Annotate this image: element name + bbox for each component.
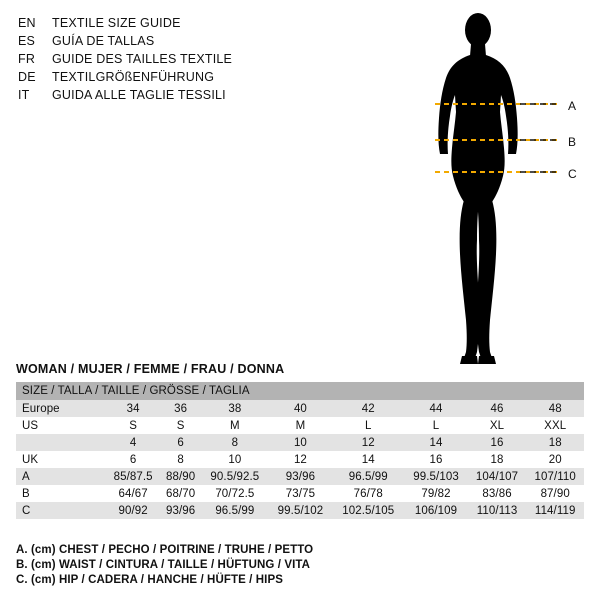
cell: 12 xyxy=(332,434,404,451)
cell: 99.5/102 xyxy=(269,502,332,519)
cell: 4 xyxy=(106,434,160,451)
cell: 8 xyxy=(201,434,269,451)
cell: 38 xyxy=(201,400,269,417)
row-label: C xyxy=(16,502,106,519)
cell: 96.5/99 xyxy=(332,468,404,485)
cell: 6 xyxy=(106,451,160,468)
row-label: B xyxy=(16,485,106,502)
row-label: A xyxy=(16,468,106,485)
cell: 114/119 xyxy=(526,502,584,519)
cell: 64/67 xyxy=(106,485,160,502)
row-label: Europe xyxy=(16,400,106,417)
cell: 40 xyxy=(269,400,332,417)
cell: 16 xyxy=(404,451,467,468)
cell: 79/82 xyxy=(404,485,467,502)
table-row xyxy=(16,400,584,417)
cell: 102.5/105 xyxy=(332,502,404,519)
table-row xyxy=(16,468,584,485)
cell: 12 xyxy=(269,451,332,468)
language-title: GUIDE DES TAILLES TEXTILE xyxy=(52,52,233,66)
cell: 90.5/92.5 xyxy=(201,468,269,485)
language-code: EN xyxy=(18,16,36,30)
table-row xyxy=(16,434,584,451)
language-code: ES xyxy=(18,34,36,48)
cell: 36 xyxy=(160,400,201,417)
language-code: IT xyxy=(18,88,30,102)
cell: 76/78 xyxy=(332,485,404,502)
cell: 70/72.5 xyxy=(201,485,269,502)
language-row xyxy=(18,14,318,32)
legend-row-a: A. (cm) CHEST / PECHO / POITRINE / TRUHE / PETTO xyxy=(16,544,314,556)
cell: 90/92 xyxy=(106,502,160,519)
cell: 104/107 xyxy=(468,468,527,485)
cell: 96.5/99 xyxy=(201,502,269,519)
cell: 20 xyxy=(526,451,584,468)
language-title: TEXTILE SIZE GUIDE xyxy=(52,16,181,30)
language-row xyxy=(18,86,318,104)
cell: 106/109 xyxy=(404,502,467,519)
cell: 18 xyxy=(468,451,527,468)
legend-row-c: C. (cm) HIP / CADERA / HANCHE / HÜFTE / HIPS xyxy=(16,574,284,586)
cell: 107/110 xyxy=(526,468,584,485)
guide-label-c: C xyxy=(568,167,577,181)
size-table xyxy=(16,382,584,519)
language-row xyxy=(18,68,318,86)
language-title: TEXTILGRÖßENFÜHRUNG xyxy=(52,70,215,84)
cell: 85/87.5 xyxy=(106,468,160,485)
cell: S xyxy=(106,417,160,434)
cell: L xyxy=(404,417,467,434)
language-list xyxy=(18,14,318,104)
table-row xyxy=(16,485,584,502)
language-code: DE xyxy=(18,70,36,84)
cell: 88/90 xyxy=(160,468,201,485)
language-row xyxy=(18,32,318,50)
cell: XXL xyxy=(526,417,584,434)
cell: XL xyxy=(468,417,527,434)
row-label: US xyxy=(16,417,106,434)
table-header-label: SIZE / TALLA / TAILLE / GRÖSSE / TAGLIA xyxy=(16,382,584,400)
measurement-legend xyxy=(16,543,586,588)
cell: 18 xyxy=(526,434,584,451)
body-figure xyxy=(400,8,595,373)
cell: 6 xyxy=(160,434,201,451)
cell: 93/96 xyxy=(269,468,332,485)
cell: 44 xyxy=(404,400,467,417)
cell: 48 xyxy=(526,400,584,417)
cell: 16 xyxy=(468,434,527,451)
language-row xyxy=(18,50,318,68)
guide-label-a: A xyxy=(568,99,577,113)
cell: 99.5/103 xyxy=(404,468,467,485)
cell: 34 xyxy=(106,400,160,417)
table-row xyxy=(16,417,584,434)
cell: S xyxy=(160,417,201,434)
section-title: WOMAN / MUJER / FEMME / FRAU / DONNA xyxy=(16,362,285,376)
table-header-row xyxy=(16,382,584,400)
row-label xyxy=(16,434,106,451)
cell: 73/75 xyxy=(269,485,332,502)
cell: 14 xyxy=(404,434,467,451)
cell: 10 xyxy=(201,451,269,468)
row-label: UK xyxy=(16,451,106,468)
language-title: GUIDA ALLE TAGLIE TESSILI xyxy=(52,88,226,102)
guide-label-b: B xyxy=(568,135,577,149)
female-silhouette-icon xyxy=(400,8,595,373)
cell: M xyxy=(269,417,332,434)
legend-row-b: B. (cm) WAIST / CINTURA / TAILLE / HÜFTUNG / VITA xyxy=(16,559,311,571)
cell: 42 xyxy=(332,400,404,417)
table-row xyxy=(16,451,584,468)
table-row xyxy=(16,502,584,519)
cell: 8 xyxy=(160,451,201,468)
cell: 14 xyxy=(332,451,404,468)
cell: 110/113 xyxy=(468,502,527,519)
language-code: FR xyxy=(18,52,36,66)
cell: L xyxy=(332,417,404,434)
cell: 93/96 xyxy=(160,502,201,519)
cell: 83/86 xyxy=(468,485,527,502)
cell: 68/70 xyxy=(160,485,201,502)
cell: 10 xyxy=(269,434,332,451)
cell: M xyxy=(201,417,269,434)
cell: 87/90 xyxy=(526,485,584,502)
language-title: GUÍA DE TALLAS xyxy=(52,34,155,48)
cell: 46 xyxy=(468,400,527,417)
